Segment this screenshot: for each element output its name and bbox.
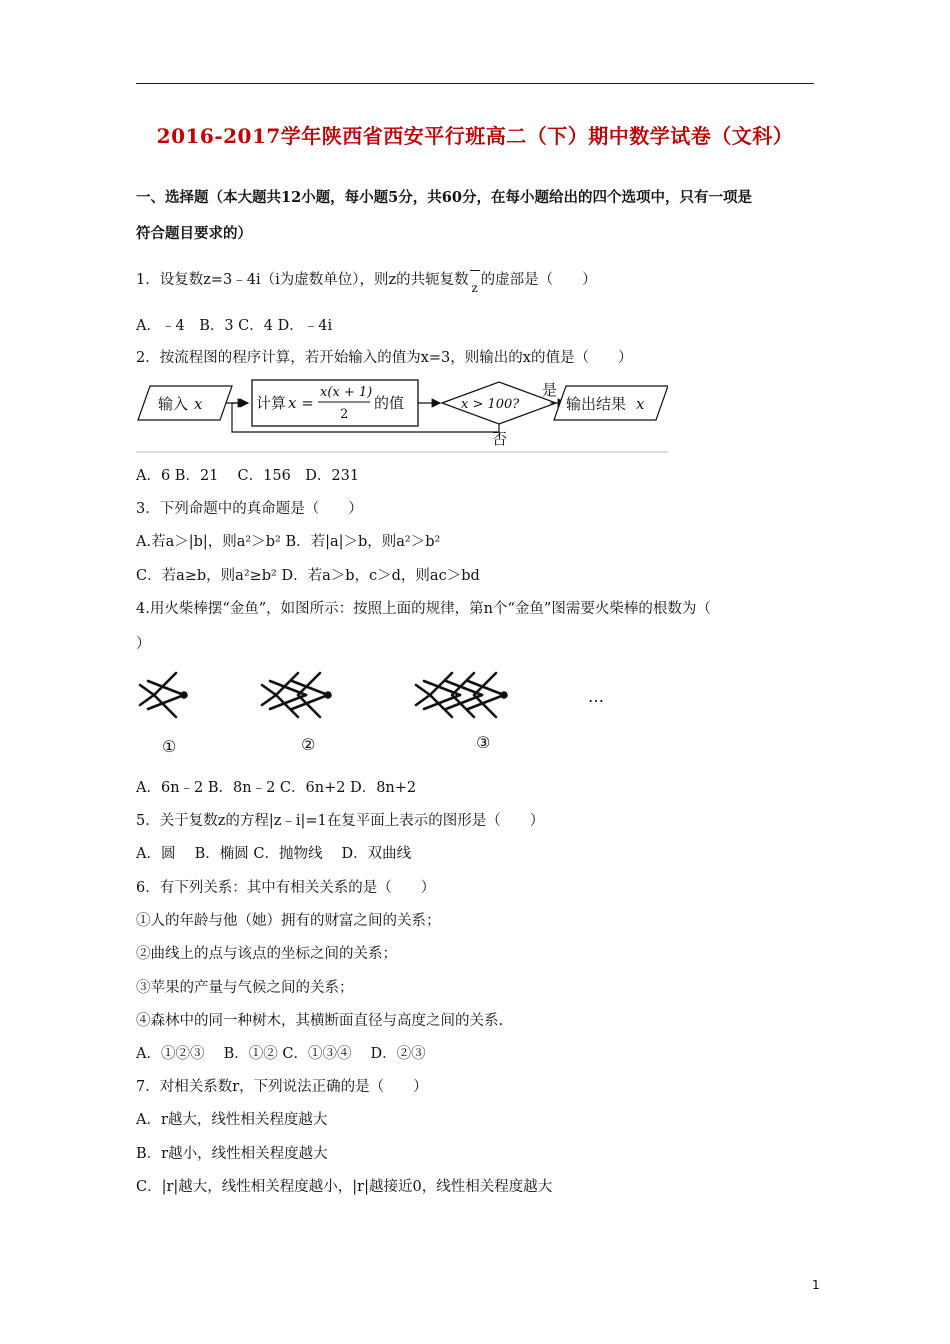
figure-label-1: ① xyxy=(162,737,177,756)
page-number: 1 xyxy=(812,1278,820,1292)
fish1-tail-lower xyxy=(140,695,154,705)
question-3-stem: 3．下列命题中的真命题是（ ） xyxy=(136,501,363,517)
question-6-item-2: ②曲线上的点与该点的坐标之间的关系； xyxy=(136,946,397,962)
question-4-stem-cont: ） xyxy=(136,636,151,652)
question-3-options-cd: C．若a≥b，则a²≥b² D．若a＞b，c＞d，则ac＞bd xyxy=(136,568,480,584)
question-7-option-a: A．r越大，线性相关程度越大 xyxy=(136,1112,328,1128)
fish1-head-dot xyxy=(182,693,187,698)
header-rule xyxy=(136,83,814,84)
question-7-option-b: B．r越小，线性相关程度越大 xyxy=(136,1146,328,1162)
question-5-options: A．圆 B．椭圆 C．抛物线 D．双曲线 xyxy=(136,846,412,862)
page-title: 2016-2017学年陕西省西安平行班高二（下）期中数学试卷（文科） xyxy=(156,124,794,148)
question-4-stem: 4.用火柴棒摆“金鱼”，如图所示：按照上面的规律，第n个“金鱼”图需要火柴棒的根数为（ xyxy=(136,601,711,617)
question-5-stem: 5．关于复数z的方程|z﹣i|=1在复平面上表示的图形是（ ） xyxy=(136,813,545,829)
question-1-stem xyxy=(136,268,597,295)
question-6-item-3: ③苹果的产量与气候之间的关系； xyxy=(136,980,354,996)
flow-calc-denominator: 2 xyxy=(340,407,349,422)
question-2-options: A．6 B．21 C．156 D．231 xyxy=(136,468,360,484)
section-heading-cont: 符合题目要求的） xyxy=(136,225,252,242)
figure-label-2: ② xyxy=(301,735,316,754)
conjugate-z-symbol: z xyxy=(469,272,481,288)
fish3-head-dot xyxy=(502,693,507,698)
flowchart-figure xyxy=(136,372,668,454)
question-2-stem: 2．按流程图的程序计算，若开始输入的值为x=3，则输出的x的值是（ ） xyxy=(136,350,633,366)
flow-no: 否 xyxy=(492,430,508,448)
flow-condition: x > 100? xyxy=(461,397,520,412)
question-6-stem: 6．有下列关系：其中有相关关系的是（ ） xyxy=(136,880,436,896)
flow-input-label: 输入 xyxy=(158,395,189,413)
question-7-stem: 7．对相关系数r，下列说法正确的是（ ） xyxy=(136,1079,428,1095)
flow-input-var: x xyxy=(194,395,203,413)
fish2-head-dot xyxy=(326,693,331,698)
question-6-item-1: ①人的年龄与他（她）拥有的财富之间的关系； xyxy=(136,913,441,929)
q1-stem-a: 1．设复数z=3﹣4i（i为虚数单位），则z的共轭复数 xyxy=(136,272,469,288)
section-heading: 一、选择题（本大题共12小题，每小题5分，共60分，在每小题给出的四个选项中，只有一项是 xyxy=(136,189,752,206)
fish3-tail-lower xyxy=(416,695,430,705)
question-6-options: A．①②③ B．①② C．①③④ D．②③ xyxy=(136,1046,426,1062)
flow-calc-prefix: 计算 xyxy=(256,394,287,412)
flow-output-var: x xyxy=(636,395,645,413)
question-4-options: A．6n﹣2 B．8n﹣2 C．6n+2 D．8n+2 xyxy=(136,780,417,796)
fish2-tail-lower xyxy=(262,695,276,705)
question-6-item-4: ④森林中的同一种树木，其横断面直径与高度之间的关系. xyxy=(136,1013,504,1029)
fish2-tail-upper xyxy=(262,685,276,695)
flow-calc-numerator: x(x + 1) xyxy=(320,385,373,400)
figure-label-3: ③ xyxy=(476,733,491,752)
q1-stem-b: 的虚部是（ ） xyxy=(480,272,597,288)
flow-yes: 是 xyxy=(542,381,558,399)
flow-calc-lhs: x = xyxy=(288,394,314,412)
question-3-options-ab: A.若a＞|b|，则a²＞b² B．若|a|＞b，则a²＞b² xyxy=(136,534,441,550)
fish1-tail-upper xyxy=(140,685,154,695)
flow-output-label: 输出结果 xyxy=(566,395,627,413)
fish3-tail-upper xyxy=(416,685,430,695)
figure-ellipsis: … xyxy=(588,687,604,706)
question-1-options: A．﹣4 B．3 C．4 D．﹣4i xyxy=(136,318,333,334)
question-7-option-c: C．|r|越大，线性相关程度越小，|r|越接近0，线性相关程度越大 xyxy=(136,1179,553,1195)
matchstick-fish-figure xyxy=(136,664,636,764)
flow-calc-suffix: 的值 xyxy=(374,394,405,412)
